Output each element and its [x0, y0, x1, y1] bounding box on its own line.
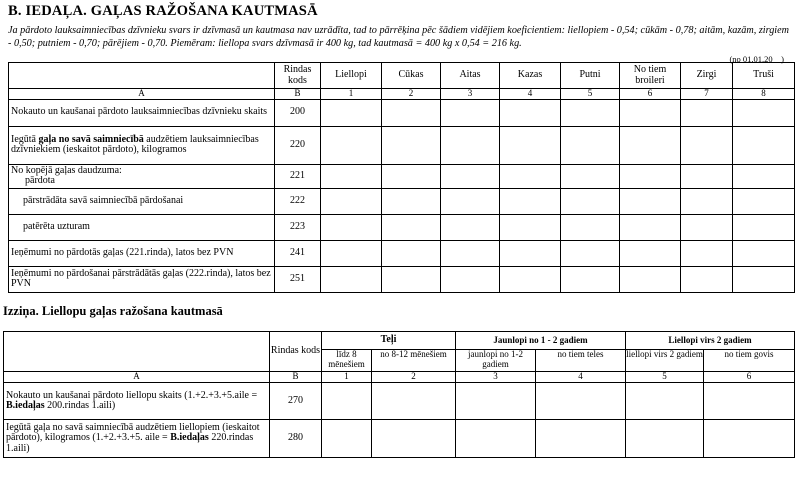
- data-cell[interactable]: [561, 188, 620, 214]
- data-cell[interactable]: [441, 240, 500, 266]
- section2-title: Izziņa. Liellopu gaļas ražošana kautmasā: [3, 304, 223, 318]
- data-cell[interactable]: [704, 420, 795, 458]
- group-header-adult-cattle: [626, 332, 795, 350]
- row-code: 241: [275, 240, 321, 266]
- row-label: pārstrādāta savā saimniecībā pārdošanai: [9, 188, 275, 214]
- code-note: (no 01.01.20__): [729, 54, 784, 64]
- subcol-header: jaunlopi no 1-2 gadiem: [456, 350, 536, 372]
- table-row: [4, 420, 795, 458]
- data-cell[interactable]: [620, 240, 681, 266]
- data-cell[interactable]: [321, 164, 382, 188]
- data-cell[interactable]: [561, 164, 620, 188]
- row-label: [9, 164, 275, 188]
- row-label-bold: B.iedaļas: [170, 432, 209, 444]
- data-cell[interactable]: [620, 126, 681, 164]
- data-cell[interactable]: [626, 420, 704, 458]
- col-header-cattle: Liellopi: [321, 63, 382, 89]
- letter-cell: 5: [561, 89, 620, 100]
- data-cell[interactable]: [704, 383, 795, 420]
- group-header-text: Liellopi virs 2 gadiem: [668, 334, 752, 345]
- col-header-broilers: No tiem broileri: [620, 63, 681, 89]
- data-cell[interactable]: [441, 99, 500, 126]
- data-cell[interactable]: [733, 164, 795, 188]
- data-cell[interactable]: [681, 164, 733, 188]
- meat-production-table: [8, 62, 795, 293]
- data-cell[interactable]: [561, 214, 620, 240]
- data-cell[interactable]: [681, 266, 733, 292]
- data-cell[interactable]: [733, 126, 795, 164]
- row-code: 280: [270, 420, 322, 458]
- row-label-text: 200.rindas 1.aili): [44, 400, 116, 411]
- table-row: [9, 240, 795, 266]
- header-row-code: Rindas kods: [275, 63, 321, 89]
- header-label-cell: [9, 63, 275, 89]
- group-header-young-cattle: [456, 332, 626, 350]
- data-cell[interactable]: [733, 214, 795, 240]
- subcol-header: no tiem govis: [704, 350, 795, 372]
- row-label: [4, 420, 270, 458]
- data-cell[interactable]: [500, 99, 561, 126]
- data-cell[interactable]: [321, 266, 382, 292]
- data-cell[interactable]: [382, 188, 441, 214]
- row-code: 220: [275, 126, 321, 164]
- data-cell[interactable]: [681, 99, 733, 126]
- data-cell[interactable]: [536, 420, 626, 458]
- row-code: 200: [275, 99, 321, 126]
- group-header-text: Teļi: [380, 334, 397, 346]
- table-row: [9, 266, 795, 292]
- intro-text: Ja pārdoto lauksaimniecības dzīvnieku svars ir dzīvmasā un kautmasa nav uzrādīta, tad to pārrēķina pēc šādiem vidējiem koeficientiem: liellopiem - 0,54; cūkām - 0,78; aitām, kazām, zirgiem - 0,50; putniem - 0,70; pārējiem - 0,70. Piemēram: liellopa svars dzīvmasā ir 400 kg, tad kautmasā = 400 kg x 0,54 = 216 kg.: [8, 25, 789, 49]
- data-cell[interactable]: [321, 99, 382, 126]
- letter-cell: 3: [456, 372, 536, 383]
- row-label-bold: gaļa no savā saimniecībā: [38, 133, 144, 145]
- data-cell[interactable]: [500, 214, 561, 240]
- letter-cell: 5: [626, 372, 704, 383]
- data-cell[interactable]: [733, 99, 795, 126]
- letter-cell: 6: [620, 89, 681, 100]
- letter-cell: 3: [441, 89, 500, 100]
- table-row: [9, 99, 795, 126]
- data-cell[interactable]: [321, 214, 382, 240]
- row-label-text: Iegūtā gaļa no savā saimniecībā audzētiem liellopiem (ieskaitot pārdoto), kilogramos (1.+2.+3.+5. aile =: [6, 421, 260, 444]
- data-cell[interactable]: [681, 214, 733, 240]
- row-code: 221: [275, 164, 321, 188]
- row-label-text: Nokauto un kaušanai pārdoto liellopu skaits (1.+2.+3.+5.aile =: [6, 389, 258, 401]
- table-row: [9, 214, 795, 240]
- row-label: Nokauto un kaušanai pārdoto lauksaimniecības dzīvnieku skaits: [9, 99, 275, 126]
- data-cell[interactable]: [626, 383, 704, 420]
- letter-cell: 1: [322, 372, 372, 383]
- data-cell[interactable]: [456, 383, 536, 420]
- letter-cell: 8: [733, 89, 795, 100]
- col-header-sheep: Aitas: [441, 63, 500, 89]
- col-header-pigs: Cūkas: [382, 63, 441, 89]
- letter-cell: 4: [500, 89, 561, 100]
- letter-cell: 2: [382, 89, 441, 100]
- table-row: [9, 126, 795, 164]
- data-cell[interactable]: [561, 99, 620, 126]
- letter-cell: 2: [372, 372, 456, 383]
- data-cell[interactable]: [322, 383, 372, 420]
- data-cell[interactable]: [561, 126, 620, 164]
- row-label-text: No kopējā gaļas daudzuma:: [11, 164, 122, 176]
- cattle-meat-table: [3, 331, 795, 458]
- data-cell[interactable]: [500, 126, 561, 164]
- data-cell[interactable]: [561, 266, 620, 292]
- table-row: [9, 188, 795, 214]
- row-label: Ieņēmumi no pārdošanai pārstrādātās gaļas (222.rinda), latos bez PVN: [9, 266, 275, 292]
- subcol-header: no tiem teles: [536, 350, 626, 372]
- row-label: Ieņēmumi no pārdotās gaļas (221.rinda), latos bez PVN: [9, 240, 275, 266]
- row-label-text: 220.rindas 1.aili): [6, 432, 254, 454]
- data-cell[interactable]: [441, 188, 500, 214]
- row-label-text: Iegūtā: [11, 133, 39, 145]
- data-cell[interactable]: [500, 266, 561, 292]
- data-cell[interactable]: [500, 164, 561, 188]
- row-label-text: audzētiem lauksaimniecības dzīvniekiem (ieskaitot pārdoto), kilogramos: [11, 133, 259, 155]
- letter-cell: B: [270, 372, 322, 383]
- row-code: 270: [270, 383, 322, 420]
- letter-cell: 1: [321, 89, 382, 100]
- data-cell[interactable]: [382, 164, 441, 188]
- data-cell[interactable]: [456, 420, 536, 458]
- col-header-goats: Kazas: [500, 63, 561, 89]
- header-row-code: Rindas kods: [270, 332, 322, 372]
- data-cell[interactable]: [372, 420, 456, 458]
- data-cell[interactable]: [561, 240, 620, 266]
- data-cell[interactable]: [536, 383, 626, 420]
- row-code: 223: [275, 214, 321, 240]
- data-cell[interactable]: [733, 266, 795, 292]
- data-cell[interactable]: [382, 126, 441, 164]
- letter-cell: B: [275, 89, 321, 100]
- data-cell[interactable]: [321, 240, 382, 266]
- row-label: [4, 383, 270, 420]
- data-cell[interactable]: [441, 126, 500, 164]
- data-cell[interactable]: [441, 266, 500, 292]
- row-label: patērēta uzturam: [9, 214, 275, 240]
- data-cell[interactable]: [441, 164, 500, 188]
- row-code: 222: [275, 188, 321, 214]
- col-header-poultry: Putni: [561, 63, 620, 89]
- row-label: [9, 126, 275, 164]
- data-cell[interactable]: [441, 214, 500, 240]
- data-cell[interactable]: [500, 188, 561, 214]
- col-header-rabbits: Truši: [733, 63, 795, 89]
- letter-cell: A: [9, 89, 275, 100]
- data-cell[interactable]: [382, 99, 441, 126]
- data-cell[interactable]: [372, 383, 456, 420]
- data-cell[interactable]: [733, 188, 795, 214]
- row-code: 251: [275, 266, 321, 292]
- row-label-text: pārdota: [25, 175, 55, 186]
- group-header-calves: [322, 332, 456, 350]
- data-cell[interactable]: [500, 240, 561, 266]
- data-cell[interactable]: [620, 266, 681, 292]
- data-cell[interactable]: [620, 99, 681, 126]
- data-cell[interactable]: [620, 188, 681, 214]
- subcol-header: liellopi virs 2 gadiem: [626, 350, 704, 372]
- section-title: B. IEDAĻA. GAĻAS RAŽOŠANA KAUTMASĀ: [8, 3, 318, 19]
- col-header-horses: Zirgi: [681, 63, 733, 89]
- letter-cell: A: [4, 372, 270, 383]
- table-row: [4, 383, 795, 420]
- data-cell[interactable]: [382, 214, 441, 240]
- letter-cell: 4: [536, 372, 626, 383]
- letter-cell: 7: [681, 89, 733, 100]
- data-cell[interactable]: [620, 214, 681, 240]
- row-label-bold: B.iedaļas: [6, 400, 45, 411]
- data-cell[interactable]: [681, 240, 733, 266]
- data-cell[interactable]: [733, 240, 795, 266]
- data-cell[interactable]: [681, 126, 733, 164]
- subcol-header: no 8-12 mēnešiem: [372, 350, 456, 372]
- subcol-header: līdz 8 mēnešiem: [322, 350, 372, 372]
- table-row: [9, 164, 795, 188]
- group-header-text: Jaunlopi no 1 - 2 gadiem: [493, 334, 588, 345]
- header-label-cell: [4, 332, 270, 372]
- data-cell[interactable]: [321, 188, 382, 214]
- data-cell[interactable]: [321, 126, 382, 164]
- data-cell[interactable]: [681, 188, 733, 214]
- data-cell[interactable]: [322, 420, 372, 458]
- data-cell[interactable]: [620, 164, 681, 188]
- data-cell[interactable]: [382, 240, 441, 266]
- letter-cell: 6: [704, 372, 795, 383]
- data-cell[interactable]: [382, 266, 441, 292]
